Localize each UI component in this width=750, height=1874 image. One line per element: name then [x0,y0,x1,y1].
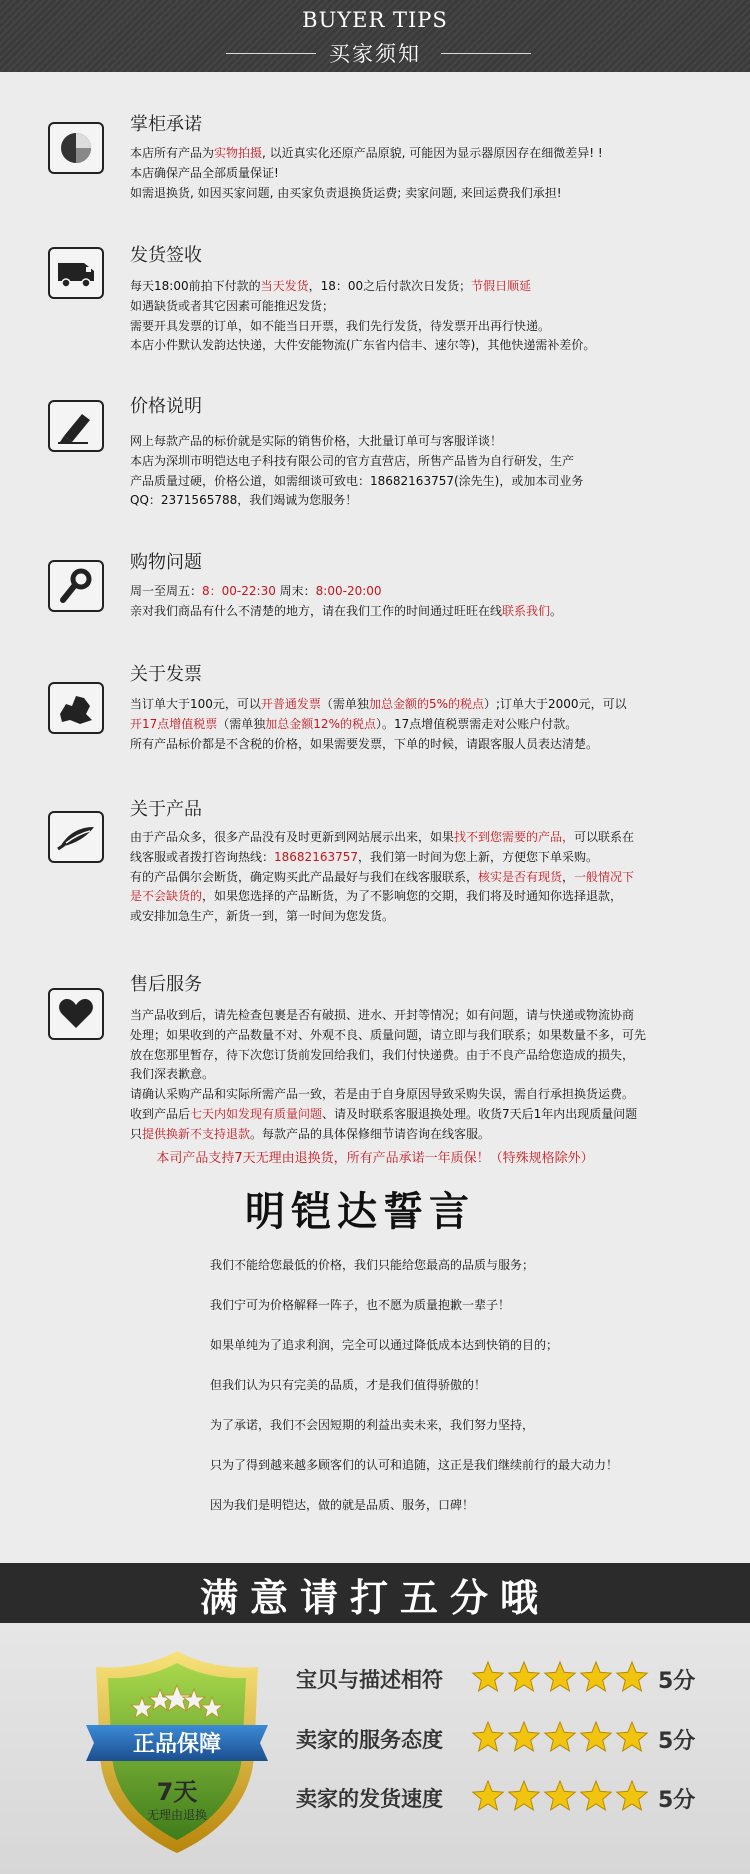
body-text: 只 [130,1126,143,1141]
body-line [130,828,690,848]
body-line [130,1105,690,1125]
genuine-guarantee-badge [82,1647,272,1857]
body-text: 本店所有产品为 [130,146,215,160]
body-text: 当产品收到后，请先检查包裹是否有破损、进水、开封等情况；如有问题，请与快递或物流协商 [130,1008,635,1022]
body-line [130,1006,690,1026]
rating-label: 宝贝与描述相符 [296,1668,443,1692]
header-title-en: BUYER TIPS [302,8,448,32]
rating-score: 5分 [658,1729,696,1754]
body-text: ，如果您选择的产品断货，为了不影响您的交期，我们将及时通知你选择退款， [202,889,623,904]
star-icon [581,1781,611,1810]
star-icon [581,1722,611,1751]
body-text: （需单独 [320,697,369,711]
highlight-text: 提供换新不支持退款 [142,1126,251,1141]
rating-banner [0,1563,750,1623]
highlight-text: 核实是否有现货 [478,869,563,884]
highlight-text: 是不会缺货的 [130,889,203,904]
body-text: 放在您那里暂存，待下次您订货前发回给我们，我们付快递费。由于不良产品给您造成的损失， [130,1047,635,1062]
delivery-van-icon [48,247,104,299]
body-line [130,164,690,184]
section-title: 关于产品 [130,799,202,820]
star-rating [470,1779,650,1815]
body-text: 如遇缺货或者其它因素可能推迟发货； [130,298,335,313]
section-title: 售后服务 [130,974,202,995]
highlight-text: 加总金额的5%的税点 [368,697,484,711]
section-body [130,582,690,622]
map-region-icon [48,682,104,734]
body-line [130,907,690,927]
body-text: 亲对我们商品有什么不清楚的地方，请在我们工作的时间通过旺旺在线 [130,603,503,618]
star-icon [473,1722,503,1751]
pledge-line: 只为了得到越来越多顾客们的认可和追随，这正是我们继续前行的最大动力！ [210,1458,619,1472]
rating-score: 5分 [658,1788,696,1813]
warranty-promise: 本司产品支持7天无理由退换货，所有产品承诺一年质保！（特殊规格除外） [156,1151,594,1166]
body-text: 收到产品后 [130,1106,191,1121]
highlight-text: 开普通发票 [260,697,321,711]
feather-icon [48,811,104,863]
body-line [130,1026,690,1046]
body-text: 如需退换货, 如因买家问题, 由买家负责退换货运费; 卖家问题, 来回运费我们承担! [130,185,562,200]
body-text: 有的产品偶尔会断货，确定购买此产品最好与我们在线客服联系， [130,869,479,884]
pie-chart-icon [48,122,104,174]
star-icon [509,1781,539,1810]
pledge-list [210,1256,710,1536]
rating-panel [0,1623,750,1874]
highlight-text: 加总金额12%的税点 [265,716,376,731]
body-line [130,184,690,204]
body-text: 、请及时联系客服退换处理。收货7天后1年内出现质量问题 [322,1106,638,1121]
highlight-text: 当天发货 [260,279,309,293]
body-text: 当订单大于100元，可以 [130,697,261,711]
body-text: 可以联系在 [574,830,635,844]
star-icon [545,1781,575,1810]
star-icon [617,1781,647,1810]
header-title-cn: 买家须知 [329,42,421,66]
body-text: 由于产品众多，很多产品没有及时更新到网站展示出来，如果 [130,830,455,844]
rating-score: 5分 [658,1669,696,1694]
section-title: 购物问题 [130,552,202,573]
section-body [130,144,690,203]
body-line [130,317,690,337]
section-body [130,277,690,356]
body-line [130,336,690,356]
highlight-text: 实物拍摄 [214,146,263,160]
highlight-text: 节假日顺延 [471,279,532,293]
star-rating [470,1720,650,1756]
star-icon [545,1722,575,1751]
star-icon [509,1662,539,1691]
pledge-line: 我们宁可为价格解释一阵子，也不愿为质量抱歉一辈子！ [210,1298,511,1312]
star-icon [617,1662,647,1691]
star-icon [545,1662,575,1691]
highlight-text: 8：00-22:30 [202,584,276,598]
body-line [130,582,690,602]
body-text: 本店为深圳市明铠达电子科技有限公司的官方直营店，所售产品皆为自行研发，生产 [130,453,575,468]
pledge-line: 为了承诺，我们不会因短期的利益出卖未来，我们努力坚持， [210,1418,535,1432]
body-text: 或安排加急生产，新货一到，第一时间为您发货。 [130,909,395,924]
header-rule-right [441,53,531,54]
section-title: 价格说明 [130,396,202,417]
pledge-line: 我们不能给您最低的价格，我们只能给您最高的品质与服务； [210,1258,535,1272]
section-body [130,695,690,754]
pledge-line: 但我们认为只有完美的品质，才是我们值得骄傲的！ [210,1378,487,1392]
body-line [130,715,690,735]
body-line [130,735,690,755]
body-text: 请确认采购产品和实际所需产品一致，若是由于自身原因导致采购失误，需自行承担换货运费。 [130,1087,635,1102]
body-line [130,297,690,317]
body-text: 所有产品标价都是不含税的价格，如果需要发票，下单的时候，请跟客服人员表达清楚。 [130,736,599,751]
body-line [130,472,690,492]
rating-banner-text: 满意请打五分哦 [199,1576,550,1620]
heart-icon [48,988,104,1040]
body-line [130,1085,690,1105]
body-line [130,452,690,472]
section-title: 发货签收 [130,245,202,266]
section-body [130,828,690,927]
highlight-text: 七天内如发现有质量问题 [190,1106,323,1121]
body-text: ）。17点增值税票需走对公账户付款。 [375,716,578,731]
page-header [0,0,750,72]
pledge-title: 明铠达誓言 [245,1188,475,1235]
body-text: 我们深表歉意。 [130,1067,215,1082]
body-line [130,432,690,452]
badge-main-text: 正品保障 [132,1732,222,1757]
pledge-line: 如果单纯为了追求利润，完全可以通过降低成本达到快销的目的； [210,1338,559,1352]
section-body [130,1006,690,1145]
body-line [130,602,690,622]
body-text: 每天18:00前拍下付款的 [130,279,261,293]
star-icon [473,1781,503,1810]
section-title: 掌柜承诺 [130,114,202,135]
body-text: 网上每款产品的标价就是实际的销售价格，大批量订单可与客服详谈！ [130,434,503,448]
badge-sub-text: 无理由退换 [146,1808,208,1822]
rating-label: 卖家的发货速度 [296,1787,443,1811]
body-text: 。每款产品的具体保修细节请咨询在线客服。 [250,1126,491,1141]
highlight-text: 联系我们 [502,603,551,618]
highlight-text: 一般情况下 [574,869,635,884]
body-text: 需要开具发票的订单，如不能当日开票，我们先行发货，待发票开出再行快递。 [130,318,551,333]
rating-label: 卖家的服务态度 [296,1728,443,1752]
magnifier-icon [48,560,104,612]
body-text: 周一至周五： [130,584,203,598]
body-line [130,695,690,715]
body-text: 本店小件默认发韵达快递，大件安能物流(广东省内信丰、速尔等)，其他快递需补差价。 [130,338,596,353]
body-text: 线客服或者拨打咨询热线： [130,849,275,864]
star-icon [473,1662,503,1691]
body-line [130,848,690,868]
body-text: ， [562,869,575,884]
body-text: 周末： [275,584,316,598]
highlight-text: 找不到您需要的产品， [454,830,575,844]
body-text: 产品质量过硬，价格公道，如需细谈可致电：18682163757(涂先生)，或加本司业务 [130,473,584,488]
body-line [130,491,690,511]
section-title: 关于发票 [130,664,202,685]
marker-pen-icon [48,400,104,452]
body-text: ）;订单大于2000元，可以 [483,697,627,711]
body-line [130,887,690,907]
body-text: 本店确保产品全部质量保证! [130,165,279,180]
star-rating [470,1660,650,1696]
body-text: ，我们第一时间为您上新，方便您下单采购。 [358,849,599,864]
body-text: QQ：2371565788，我们竭诚为您服务！ [130,493,358,508]
section-body [130,432,690,511]
pledge-line: 因为我们是明铠达，做的就是品质、服务，口碑！ [210,1498,475,1512]
body-line [130,1065,690,1085]
body-line [130,144,690,164]
body-text: , 以近真实化还原产品原貌, 可能因为显示器原因存在细微差异! ! [262,146,603,160]
body-text: 。 [550,603,563,618]
star-icon [581,1662,611,1691]
body-text: （需单独 [217,716,266,731]
badge-days-text: 7天 [156,1778,198,1806]
star-icon [509,1722,539,1751]
star-icon [617,1722,647,1751]
highlight-text: 8:00-20:00 [315,584,382,598]
body-text: 处理；如果收到的产品数量不对、外观不良、质量问题，请立即与我们联系；如果数量不多，可先 [130,1027,647,1042]
body-text: ，18：00之后付款次日发货； [308,279,472,293]
highlight-text: 开17点增值税票 [130,716,218,731]
body-line [130,277,690,297]
body-line [130,1046,690,1066]
body-line [130,1125,690,1145]
highlight-text: 18682163757 [274,849,358,864]
body-line [130,868,690,888]
